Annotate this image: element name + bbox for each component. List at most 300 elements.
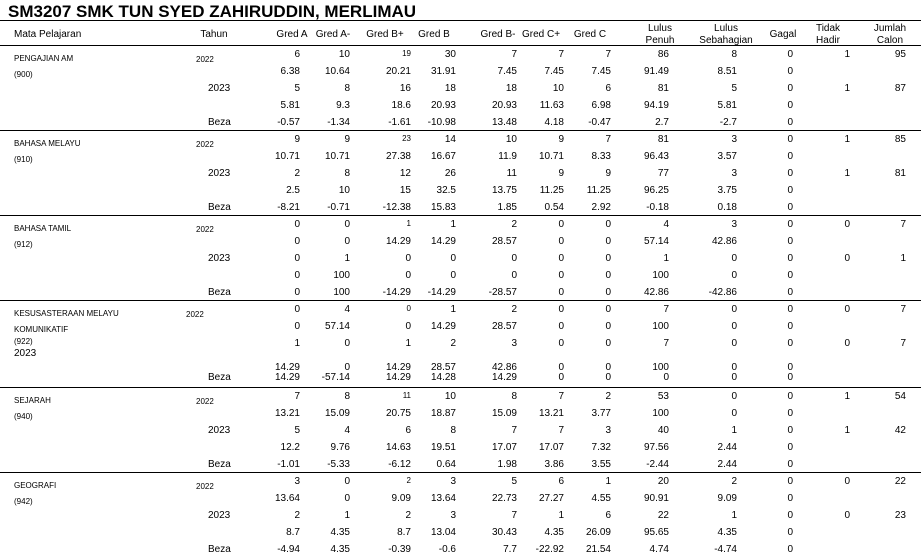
cell-value: 0 [294,270,300,281]
cell-value: 3 [294,476,300,487]
cell-value: 8 [344,168,350,179]
cell-value: 28.57 [430,362,456,373]
section-separator [0,215,921,216]
cell-value: 1 [605,476,611,487]
cell-value: 5 [511,476,517,487]
cell-value: 14.63 [385,442,411,453]
cell-value: -57.14 [321,372,350,383]
section-separator [0,130,921,131]
cell-value: 8 [511,391,517,402]
cell-value: 1 [450,219,456,230]
cell-value: 7 [900,338,906,349]
cell-value: -5.33 [327,459,350,470]
cell-value: 1 [731,510,737,521]
cell-value: 1 [844,391,850,402]
cell-value: 96.25 [643,185,669,196]
cell-value: 0 [558,321,564,332]
cell-value: 95.65 [643,527,669,538]
cell-value: 9.3 [336,100,350,111]
cell-value: 12 [399,168,411,179]
cell-value: 1 [844,83,850,94]
cell-value: 42.86 [711,236,737,247]
cell-value: 1 [844,425,850,436]
cell-value: 14.29 [385,372,411,383]
cell-value: 0 [663,372,669,383]
cell-value: 7 [511,49,517,60]
cell-value: 0 [787,100,793,111]
cell-value: 0 [558,287,564,298]
cell-value: 14.29 [385,362,411,373]
cell-value: 0 [450,253,456,264]
cell-value: 3.55 [591,459,611,470]
title-underline [0,20,921,21]
cell-value: 9 [605,168,611,179]
cell-value: 0 [787,425,793,436]
cell-value: 54 [894,391,906,402]
cell-value: 13.48 [491,117,517,128]
cell-value: 81 [657,83,669,94]
cell-value: 0 [605,362,611,373]
cell-value: 0 [405,321,411,332]
cell-value: 18.6 [391,100,411,111]
cell-value: 14.29 [274,372,300,383]
cell-value: 3 [731,134,737,145]
cell-value: 2.5 [286,185,300,196]
cell-value: 3 [731,168,737,179]
cell-value: 2 [450,338,456,349]
cell-value: -14.29 [427,287,456,298]
cell-value: 13.75 [491,185,517,196]
cell-value: 7 [558,391,564,402]
cell-value: 4.35 [330,527,350,538]
cell-value: 0 [787,219,793,230]
cell-value: 0 [731,253,737,264]
cell-value: 0 [558,338,564,349]
cell-value: 10 [552,83,564,94]
cell-value: 57.14 [324,321,350,332]
cell-value: 100 [333,287,350,298]
header-col-5: Gred B [418,29,450,40]
row-label: Beza [208,117,231,128]
cell-value: -28.57 [488,287,517,298]
section-separator [0,45,921,46]
cell-value: 0 [787,270,793,281]
cell-value: 7 [511,425,517,436]
cell-value: 9.09 [717,493,737,504]
cell-value: 7 [900,304,906,315]
cell-value: 0 [294,236,300,247]
cell-value: 1 [844,49,850,60]
cell-value: 5.81 [280,100,300,111]
cell-value: 0 [844,253,850,264]
cell-value: 4.35 [717,527,737,538]
cell-value: 95 [894,49,906,60]
header-col-6: Gred B- [480,29,516,40]
cell-value: 0 [787,185,793,196]
cell-value: 13.64 [274,493,300,504]
cell-value: 15.83 [430,202,456,213]
subject-code: (922) [14,337,33,346]
row-label: 2023 [208,253,231,264]
cell-value: 0 [558,270,564,281]
row-label: Beza [208,544,231,555]
cell-value: 3 [450,510,456,521]
cell-value: 0 [844,338,850,349]
cell-value: 10 [338,185,350,196]
cell-value: 53 [657,391,669,402]
cell-value: 0 [344,219,350,230]
cell-value: -1.61 [388,117,411,128]
cell-value: 0 [558,372,564,383]
cell-value: 4.74 [649,544,669,555]
cell-value: -42.86 [708,287,737,298]
subject-code: (940) [14,412,33,421]
cell-value: 2 [294,168,300,179]
subject-name: PENGAJIAN AM [14,54,74,63]
cell-value: 0 [787,151,793,162]
cell-value: 86 [657,49,669,60]
header-col-7: Gred C+ [521,29,561,40]
subject-year: 2023 [14,348,37,359]
cell-value: 0 [787,408,793,419]
cell-value: -0.6 [438,544,456,555]
cell-value: 16 [399,83,411,94]
cell-value: 2.44 [717,442,737,453]
cell-value: 0 [787,321,793,332]
cell-value: 0 [787,287,793,298]
subject-code: (910) [14,155,33,164]
cell-value: 3.86 [544,459,564,470]
cell-value: 1 [558,510,564,521]
cell-value: 18.87 [430,408,456,419]
cell-value: 13.21 [274,408,300,419]
cell-value: 15.09 [491,408,517,419]
cell-value: -2.44 [646,459,669,470]
cell-value: 16.67 [430,151,456,162]
cell-value: 9 [344,134,350,145]
cell-value: 14.29 [430,321,456,332]
cell-value: 6.38 [280,66,300,77]
cell-value: 0 [605,236,611,247]
cell-value: 1 [294,338,300,349]
header-col-13: Jumlah Calon [873,23,907,46]
cell-value: -0.18 [646,202,669,213]
cell-value: 5.81 [717,100,737,111]
cell-value: 0 [558,304,564,315]
cell-value: 0 [787,117,793,128]
cell-value: 0.64 [436,459,456,470]
cell-value: 0 [511,253,517,264]
cell-value: -1.01 [277,459,300,470]
cell-value: 0 [787,493,793,504]
cell-value: 0 [731,304,737,315]
cell-value: 14 [444,134,456,145]
cell-value: 5 [294,83,300,94]
cell-value: 20.93 [491,100,517,111]
cell-value: 0 [294,304,300,315]
cell-value: 0 [787,544,793,555]
cell-value: 2.44 [717,459,737,470]
cell-value: 4 [344,304,350,315]
cell-value: 7.45 [544,66,564,77]
cell-value: 2 [406,476,411,485]
cell-value: 6 [605,83,611,94]
row-label: 2023 [208,425,231,436]
subject-code: (942) [14,497,33,506]
cell-value: 42.86 [491,362,517,373]
cell-value: 7 [663,338,669,349]
row-year-label: 2022 [196,397,214,406]
cell-value: 11.9 [498,151,517,162]
header-col-1: Tahun [200,29,228,40]
cell-value: 10.71 [538,151,564,162]
cell-value: 10 [444,391,456,402]
cell-value: 7 [511,510,517,521]
cell-value: -0.47 [588,117,611,128]
cell-value: 26.09 [585,527,611,538]
header-col-8: Gred C [573,29,607,40]
cell-value: 27.27 [538,493,564,504]
cell-value: 0 [344,493,350,504]
cell-value: 17.07 [491,442,517,453]
cell-value: 0 [294,321,300,332]
cell-value: 10.71 [274,151,300,162]
cell-value: 1 [900,253,906,264]
cell-value: 5 [294,425,300,436]
cell-value: 1 [344,253,350,264]
cell-value: 0 [787,304,793,315]
cell-value: 7.32 [591,442,611,453]
cell-value: 2 [294,510,300,521]
cell-value: 100 [652,362,669,373]
cell-value: 0 [787,49,793,60]
cell-value: 1.98 [497,459,517,470]
cell-value: 87 [894,83,906,94]
cell-value: -14.29 [382,287,411,298]
header-col-11: Gagal [769,29,797,40]
cell-value: 91.49 [643,66,669,77]
cell-value: -8.21 [277,202,300,213]
cell-value: 31.91 [430,66,456,77]
cell-value: 0 [294,287,300,298]
cell-value: 0 [787,510,793,521]
cell-value: 0 [787,168,793,179]
cell-value: 3.57 [717,151,737,162]
cell-value: 0 [731,321,737,332]
cell-value: 10.71 [324,151,350,162]
cell-value: 19 [402,49,411,58]
cell-value: 20.75 [385,408,411,419]
row-label: Beza [208,202,231,213]
cell-value: -22.92 [535,544,564,555]
cell-value: 90.91 [643,493,669,504]
cell-value: -10.98 [427,117,456,128]
cell-value: 0 [844,304,850,315]
cell-value: 20 [657,476,669,487]
cell-value: 8.7 [397,527,411,538]
cell-value: 27.38 [385,151,411,162]
header-col-2: Gred A [276,29,308,40]
cell-value: 0 [731,338,737,349]
cell-value: 4 [344,425,350,436]
row-label: 2023 [208,83,231,94]
cell-value: 3.75 [717,185,737,196]
cell-value: 0 [605,270,611,281]
cell-value: 0 [844,510,850,521]
cell-value: 7.45 [497,66,517,77]
cell-value: 26 [444,168,456,179]
cell-value: 8.33 [591,151,611,162]
cell-value: 2.92 [591,202,611,213]
cell-value: 2 [405,510,411,521]
cell-value: 4 [663,219,669,230]
cell-value: -0.39 [388,544,411,555]
cell-value: 8.7 [286,527,300,538]
row-year-label: 2022 [186,310,204,319]
row-year-label: 2022 [196,55,214,64]
cell-value: 7 [294,391,300,402]
cell-value: 1 [844,168,850,179]
row-year-label: 2022 [196,140,214,149]
cell-value: 22 [657,510,669,521]
cell-value: 30 [444,49,456,60]
cell-value: 8 [450,425,456,436]
cell-value: 4.35 [544,527,564,538]
cell-value: 3.77 [591,408,611,419]
row-label: 2023 [208,510,231,521]
header-col-4: Gred B+ [366,29,404,40]
subject-name: KESUSASTERAAN MELAYU [14,309,119,318]
cell-value: 0 [731,372,737,383]
cell-value: 0 [787,527,793,538]
cell-value: 6 [294,49,300,60]
cell-value: 40 [657,425,669,436]
subject-name: SEJARAH [14,396,51,405]
cell-value: 0 [787,66,793,77]
cell-value: 77 [657,168,669,179]
cell-value: 8.51 [717,66,737,77]
subject-name-2: KOMUNIKATIF [14,325,69,334]
cell-value: 0 [344,362,350,373]
row-label: Beza [208,459,231,470]
cell-value: 12.2 [280,442,300,453]
cell-value: 0 [558,362,564,373]
cell-value: 7 [558,425,564,436]
cell-value: 0 [605,321,611,332]
cell-value: 7 [605,134,611,145]
cell-value: 0 [344,476,350,487]
cell-value: 9 [294,134,300,145]
cell-value: 23 [402,134,411,143]
cell-value: 7 [900,219,906,230]
header-col-12: Tidak Hadir [815,23,841,46]
cell-value: 0 [605,219,611,230]
cell-value: 1 [450,304,456,315]
cell-value: 0 [511,270,517,281]
section-separator [0,300,921,301]
cell-value: -4.74 [714,544,737,555]
cell-value: 28.57 [491,321,517,332]
cell-value: 15 [399,185,411,196]
subject-code: (912) [14,240,33,249]
cell-value: 4.35 [330,544,350,555]
cell-value: 3 [511,338,517,349]
cell-value: 6 [558,476,564,487]
section-separator [0,387,921,388]
cell-value: 6.98 [591,100,611,111]
cell-value: 14.29 [274,362,300,373]
cell-value: 57.14 [643,236,669,247]
cell-value: 0 [605,304,611,315]
cell-value: 0 [787,253,793,264]
cell-value: -1.34 [327,117,350,128]
cell-value: 7 [663,304,669,315]
cell-value: 42 [894,425,906,436]
cell-value: 1 [844,134,850,145]
cell-value: 14.29 [385,236,411,247]
cell-value: 0 [731,391,737,402]
cell-value: 0 [294,219,300,230]
cell-value: -6.12 [388,459,411,470]
cell-value: 2 [731,476,737,487]
cell-value: 0 [787,236,793,247]
row-label: 2023 [208,168,231,179]
cell-value: 11.25 [539,185,564,196]
cell-value: 100 [652,270,669,281]
cell-value: 0 [605,372,611,383]
row-label: Beza [208,287,231,298]
header-col-3: Gred A- [315,29,351,40]
row-year-label: 2022 [196,482,214,491]
subject-name: BAHASA TAMIL [14,224,72,233]
header-mata-pelajaran: Mata Pelajaran [14,29,82,40]
cell-value: 3 [605,425,611,436]
cell-value: 21.54 [585,544,611,555]
cell-value: 17.07 [538,442,564,453]
cell-value: 0 [605,253,611,264]
cell-value: 0 [558,253,564,264]
cell-value: 0 [787,391,793,402]
header-col-10: Lulus Sebahagian [699,23,753,46]
cell-value: 2.7 [655,117,669,128]
cell-value: 1 [406,219,411,228]
cell-value: 0.18 [717,202,737,213]
cell-value: 15.09 [324,408,350,419]
cell-value: 1.85 [497,202,517,213]
cell-value: 18 [444,83,456,94]
cell-value: -4.94 [277,544,300,555]
cell-value: 6 [605,510,611,521]
cell-value: 6 [405,425,411,436]
cell-value: 8 [731,49,737,60]
row-year-label: 2022 [196,225,214,234]
cell-value: 32.5 [436,185,456,196]
cell-value: 10 [338,49,350,60]
cell-value: 1 [344,510,350,521]
cell-value: 94.19 [643,100,669,111]
cell-value: 28.57 [491,236,517,247]
cell-value: 0 [787,338,793,349]
cell-value: 13.21 [538,408,564,419]
cell-value: 20.93 [430,100,456,111]
cell-value: 9.76 [330,442,350,453]
cell-value: 0 [731,408,737,419]
cell-value: 96.43 [643,151,669,162]
cell-value: 9 [558,134,564,145]
cell-value: 100 [652,321,669,332]
cell-value: 11.25 [586,185,611,196]
cell-value: 13.64 [430,493,456,504]
